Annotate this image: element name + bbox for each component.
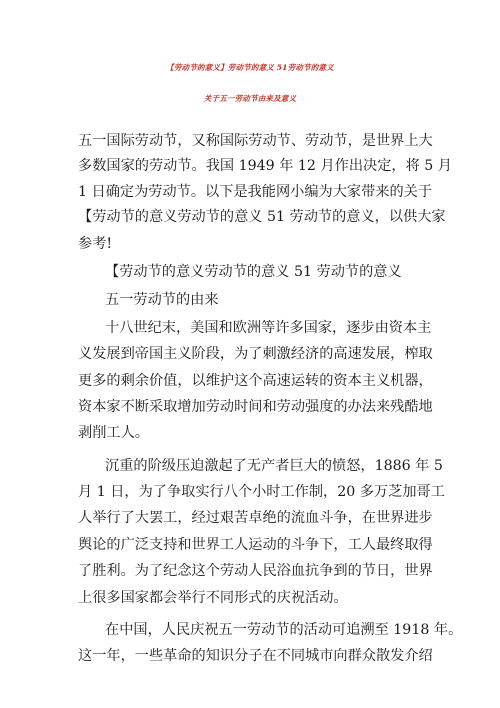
body-text-line: 参考! <box>78 236 113 252</box>
body-text-line: 义发展到帝国主义阶段，为了刺激经济的高速发展，榨取 <box>78 346 433 362</box>
body-text-line: 多数国家的劳动节。我国 1949 年 12 月作出决定，将 5 月 <box>78 158 452 174</box>
body-text-line: 1 日确定为劳动节。以下是我能网小编为大家带来的关于 <box>78 184 433 200</box>
body-text-line: 人举行了大罢工，经过艰苦卓绝的流血斗争，在世界进步 <box>78 510 433 526</box>
body-text-line: 十八世纪末，美国和欧洲等许多国家，逐步由资本主 <box>105 320 432 336</box>
section-subheading: 五一劳动节的由来 <box>105 292 219 308</box>
body-text-line: 了胜利。为了纪念这个劳动人民浴血抗争到的节日，世界 <box>78 563 433 579</box>
body-text-line: 这一年，一些革命的知识分子在不同城市向群众散发介绍 <box>78 648 433 664</box>
body-text-line: 在中国，人民庆祝五一劳动节的活动可追溯至 1918 年。 <box>105 622 463 638</box>
body-text-line: 更多的剩余价值，以维护这个高速运转的资本主义机器， <box>78 373 433 389</box>
document-title-line-1: 【劳动节的意义】劳动节的意义 51劳动节的意义 <box>166 63 334 72</box>
body-text-line: 舆论的广泛支持和世界工人运动的斗争下，工人最终取得 <box>78 537 433 553</box>
body-text-line: 沉重的阶级压迫激起了无产者巨大的愤怒，1886 年 5 <box>105 458 443 474</box>
section-heading: 【劳动节的意义劳动节的意义 51 劳动节的意义 <box>105 264 402 280</box>
body-text-line: 月 1 日，为了争取实行八个小时工作制，20 多万芝加哥工 <box>78 484 445 500</box>
body-text-line: 【劳动节的意义劳动节的意义 51 劳动节的意义，以供大家 <box>78 209 446 225</box>
body-text-line: 剥削工人。 <box>78 425 149 441</box>
body-text-line: 五一国际劳动节，又称国际劳动节、劳动节，是世界上大 <box>78 133 433 149</box>
body-text-line: 资本家不断采取增加劳动时间和劳动强度的办法来残酷地 <box>78 399 433 415</box>
body-text-line: 上很多国家都会举行不同形式的庆祝活动。 <box>78 590 348 606</box>
document-title-line-2: 关于五一劳动节由来及意义 <box>203 94 297 103</box>
